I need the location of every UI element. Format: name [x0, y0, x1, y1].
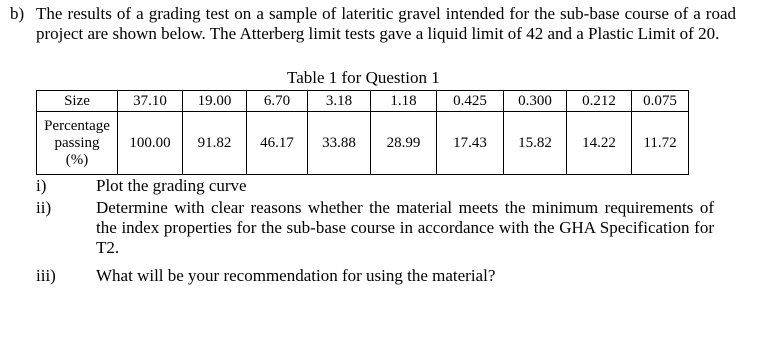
- size-cell: 3.18: [308, 91, 371, 112]
- passing-cell: 46.17: [247, 112, 308, 175]
- size-cell: 1.18: [371, 91, 437, 112]
- passing-cell: 11.72: [632, 112, 689, 175]
- passing-cell: 91.82: [183, 112, 247, 175]
- passing-cell: 17.43: [437, 112, 504, 175]
- subquestion-text: What will be your recommendation for using the material?: [96, 266, 496, 285]
- passing-cell: 100.00: [118, 112, 183, 175]
- size-cell: 19.00: [183, 91, 247, 112]
- passing-cell: 28.99: [371, 112, 437, 175]
- size-cell: 37.10: [118, 91, 183, 112]
- passing-header-line: passing: [54, 134, 100, 151]
- grading-table: [36, 90, 689, 175]
- size-row-header: Size: [37, 91, 118, 112]
- subquestion-number: ii): [36, 198, 52, 217]
- passing-header-line: (%): [65, 151, 89, 168]
- subquestion-number: iii): [36, 266, 56, 285]
- size-cell: 0.212: [567, 91, 632, 112]
- size-cell: 6.70: [247, 91, 308, 112]
- passing-cell: 14.22: [567, 112, 632, 175]
- size-cell: 0.075: [632, 91, 689, 112]
- size-row: [37, 91, 689, 112]
- question-number: b): [10, 4, 25, 23]
- subquestion-text: Plot the grading curve: [96, 176, 247, 195]
- passing-cell: 33.88: [308, 112, 371, 175]
- passing-row: [37, 112, 689, 175]
- subquestion-text: Determine with clear reasons whether the material meets the minimum requirements of the index properties for the sub-base course in accordance with the GHA Specification for T2.: [96, 198, 714, 257]
- question-text: The results of a grading test on a sample of lateritic gravel intended for the sub-base course of a road project are shown below. The Atterberg limit tests gave a liquid limit of 42 and a Plastic Limit of 20.: [36, 4, 736, 43]
- passing-row-header: [37, 112, 118, 175]
- subquestion-number: i): [36, 176, 47, 195]
- size-cell: 0.300: [504, 91, 567, 112]
- passing-header-line: Percentage: [44, 117, 110, 134]
- size-cell: 0.425: [437, 91, 504, 112]
- table-caption: Table 1 for Question 1: [287, 68, 440, 87]
- passing-cell: 15.82: [504, 112, 567, 175]
